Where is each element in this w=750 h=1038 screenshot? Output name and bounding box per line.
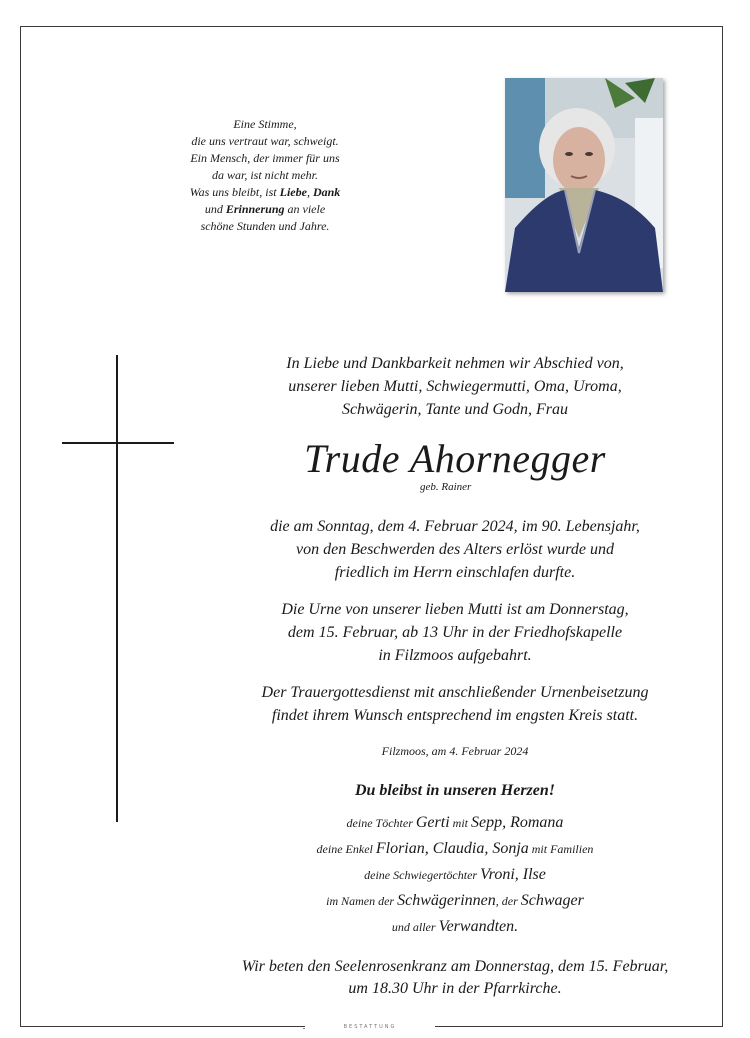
mourner-text: , der: [495, 894, 521, 908]
mourner-name: Schwägerinnen: [397, 892, 496, 909]
poem-text: und: [204, 202, 226, 216]
rosary-line: Wir beten den Seelenrosenkranz am Donnerstag, dem 15. Februar,: [241, 958, 669, 975]
poem-line: schöne Stunden und Jahre.: [200, 219, 330, 233]
urn-line: in Filzmoos aufgebahrt.: [378, 647, 532, 664]
mourner-name: Sepp, Romana: [471, 814, 564, 831]
mourner-text: mit: [449, 816, 471, 830]
poem: [150, 116, 380, 235]
mourner-text: im Namen der: [326, 894, 398, 908]
mourner-row: [200, 810, 710, 836]
mourner-row: [200, 836, 710, 862]
place-date: Filzmoos, am 4. Februar 2024: [381, 744, 529, 758]
mourner-text: .: [514, 918, 519, 935]
urn-line: Die Urne von unserer lieben Mutti ist am Donnerstag,: [281, 601, 629, 618]
mourner-row: [200, 914, 710, 940]
poem-bold: Dank: [312, 185, 341, 199]
service-line: findet ihrem Wunsch entsprechend im engsten Kreis statt.: [271, 707, 639, 724]
footer-brand: BESTATTUNG: [305, 1024, 435, 1034]
deceased-name: Trude Ahornegger: [304, 436, 606, 481]
mourner-row: [200, 862, 710, 888]
rosary-line: um 18.30 Uhr in der Pfarrkirche.: [348, 980, 562, 997]
death-line: die am Sonntag, dem 4. Februar 2024, im 90. Lebensjahr,: [270, 518, 640, 535]
poem-bold: Liebe: [279, 185, 307, 199]
service-notice: [200, 681, 710, 727]
farewell-intro: [200, 352, 710, 421]
mourner-text: mit Familien: [528, 842, 594, 856]
death-line: von den Beschwerden des Alters erlöst wurde und: [295, 541, 615, 558]
intro-line: Schwägerin, Tante und Godn, Frau: [341, 401, 569, 418]
birth-name: geb. Rainer: [420, 481, 472, 493]
mourner-name: Schwager: [520, 892, 584, 909]
urn-notice: [200, 598, 710, 667]
mourner-text: und aller: [391, 920, 439, 934]
intro-line: unserer lieben Mutti, Schwiegermutti, Oma, Uroma,: [288, 378, 622, 395]
rosary-notice: [200, 956, 710, 1000]
poem-line: da war, ist nicht mehr.: [211, 168, 318, 182]
service-line: Der Trauergottesdienst mit anschließender Urnenbeisetzung: [261, 684, 649, 701]
poem-text: Was uns bleibt, ist: [189, 185, 280, 199]
portrait-photo: [505, 78, 663, 292]
heart-line: Du bleibst in unseren Herzen!: [354, 782, 556, 799]
mourner-name: Vroni, Ilse: [480, 866, 546, 883]
mourners-list: [200, 810, 710, 940]
mourner-text: deine Schwiegertöchter: [364, 868, 481, 882]
poem-line: Ein Mensch, der immer für uns: [190, 151, 340, 165]
poem-line: [150, 184, 380, 201]
death-line: friedlich im Herrn einschlafen durfte.: [334, 564, 576, 581]
poem-text: an viele: [284, 202, 326, 216]
mourner-name: Gerti: [415, 814, 450, 831]
mourner-row: [200, 888, 710, 914]
poem-line: [150, 201, 380, 218]
urn-line: dem 15. Februar, ab 13 Uhr in der Friedhofskapelle: [287, 624, 623, 641]
mourner-name: Florian, Claudia, Sonja: [375, 840, 529, 857]
cross-horizontal: [62, 442, 174, 444]
portrait-image: [505, 78, 663, 292]
cross-vertical: [116, 355, 118, 822]
mourner-text: deine Enkel: [316, 842, 376, 856]
poem-text: ,: [306, 185, 313, 199]
intro-line: In Liebe und Dankbarkeit nehmen wir Abschied von,: [286, 355, 624, 372]
mourner-text: deine Töchter: [346, 816, 416, 830]
mourner-name: Verwandten: [438, 918, 515, 935]
poem-line: die uns vertraut war, schweigt.: [191, 134, 339, 148]
poem-line: Eine Stimme,: [233, 117, 297, 131]
poem-bold: Erinnerung: [225, 202, 285, 216]
death-notice: [200, 515, 710, 584]
